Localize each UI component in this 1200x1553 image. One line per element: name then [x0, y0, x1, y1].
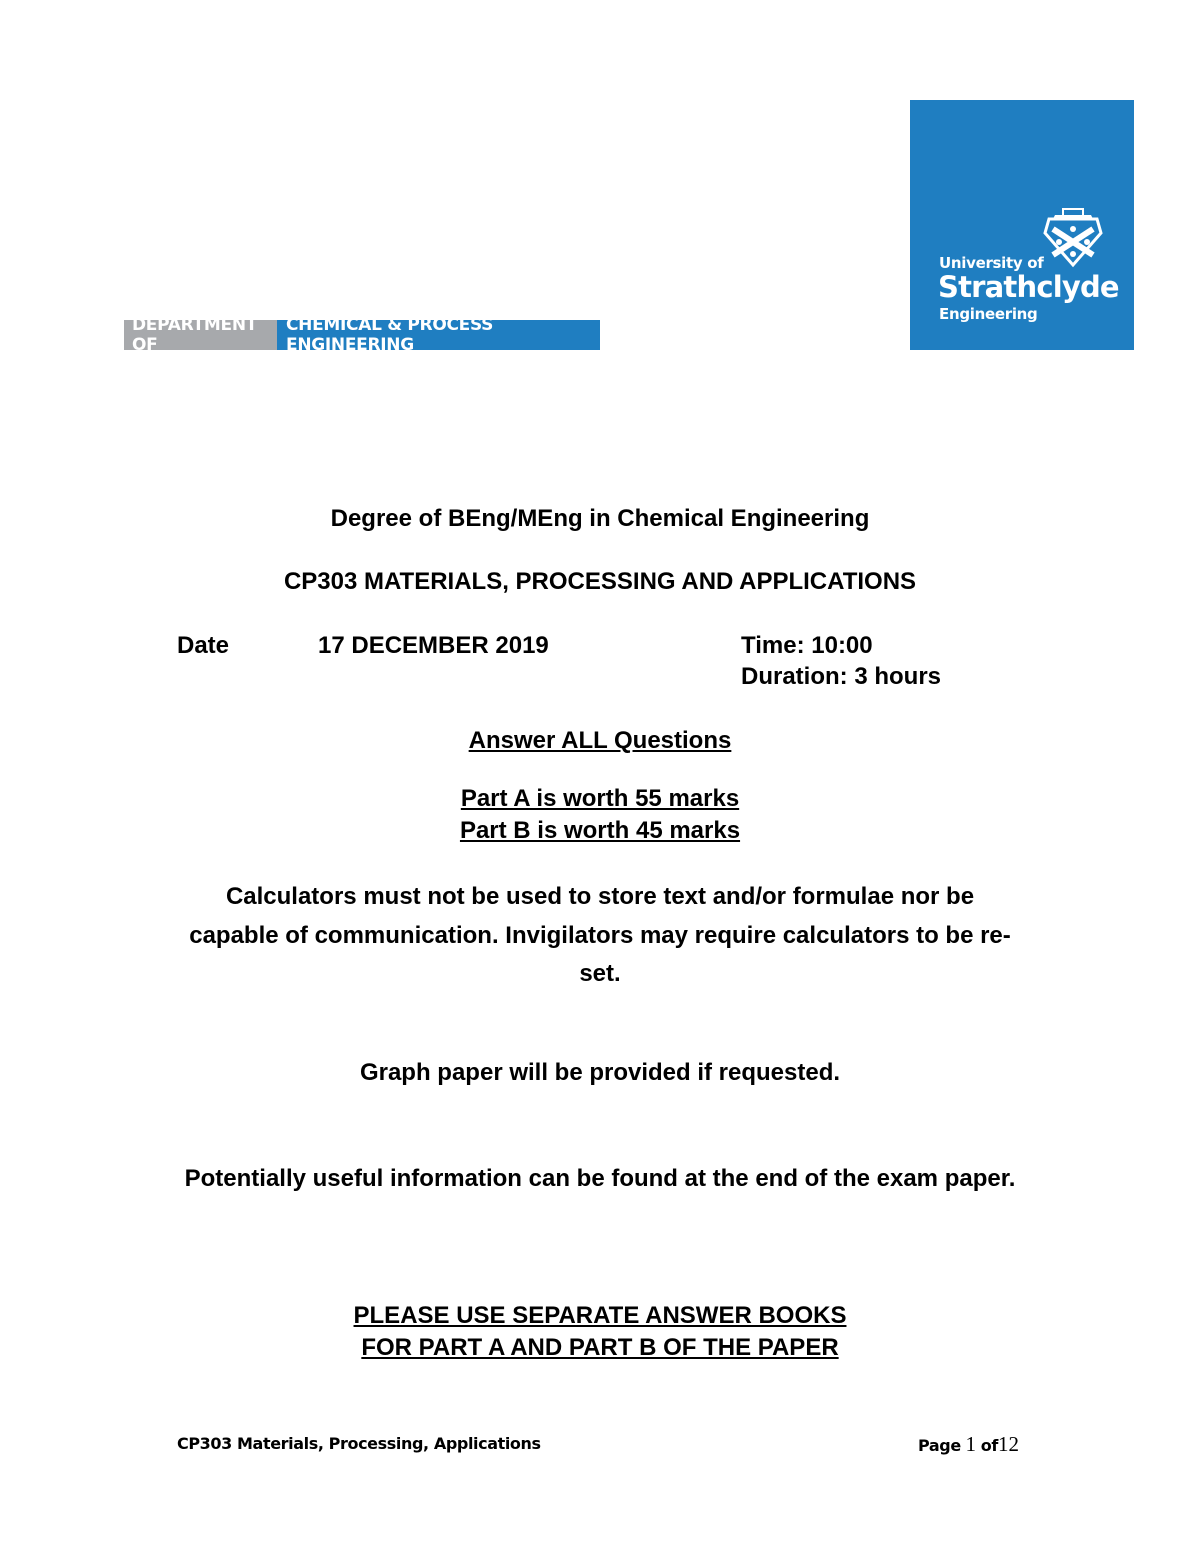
- logo-line-strathclyde: Strathclyde: [938, 270, 1119, 304]
- department-name: CHEMICAL & PROCESS ENGINEERING: [277, 320, 600, 350]
- course-title: CP303 MATERIALS, PROCESSING AND APPLICATIONS: [283, 568, 917, 595]
- university-logo: [910, 100, 1134, 350]
- part-b-marks: [0, 817, 1200, 845]
- separate-books-text-1: PLEASE USE SEPARATE ANSWER BOOKS: [353, 1302, 847, 1329]
- date-value: 17 DECEMBER 2019: [318, 632, 549, 659]
- separate-books-line-2: [0, 1334, 1200, 1362]
- answer-all-text: Answer ALL Questions: [468, 727, 732, 754]
- degree-title: Degree of BEng/MEng in Chemical Engineering: [330, 505, 870, 532]
- footer-of-word: of: [980, 1436, 998, 1455]
- exam-duration: Duration: 3 hours: [741, 663, 942, 690]
- footer-current-page: 1: [965, 1432, 977, 1456]
- logo-line-university-of: University of: [939, 254, 1044, 272]
- department-prefix: DEPARTMENT OF: [124, 320, 277, 350]
- footer-total-pages: 12: [997, 1432, 1019, 1456]
- exam-time: Time: 10:00: [741, 632, 873, 659]
- part-b-text: Part B is worth 45 marks: [459, 817, 741, 844]
- department-banner: [124, 315, 600, 355]
- answer-all-instruction: [0, 727, 1200, 755]
- logo-line-engineering: Engineering: [939, 305, 1038, 323]
- calculator-instruction: Calculators must not be used to store text and/or formulae nor be capable of communication. Invigilators may require calculators to be re-set.: [189, 883, 1011, 987]
- date-label: Date: [177, 632, 230, 659]
- separate-books-text-2: FOR PART A AND PART B OF THE PAPER: [361, 1334, 839, 1361]
- useful-info-note: Potentially useful information can be found at the end of the exam paper.: [184, 1165, 1016, 1192]
- separate-books-line-1: [0, 1302, 1200, 1330]
- footer-page-word: Page: [918, 1436, 961, 1455]
- part-a-marks: [0, 785, 1200, 813]
- graph-paper-note: Graph paper will be provided if requested.: [359, 1059, 841, 1086]
- footer-page-number: [918, 1432, 1019, 1457]
- footer-course-title: CP303 Materials, Processing, Applications: [177, 1434, 541, 1453]
- part-a-text: Part A is worth 55 marks: [460, 785, 740, 812]
- strathclyde-crest-icon: [1041, 207, 1105, 271]
